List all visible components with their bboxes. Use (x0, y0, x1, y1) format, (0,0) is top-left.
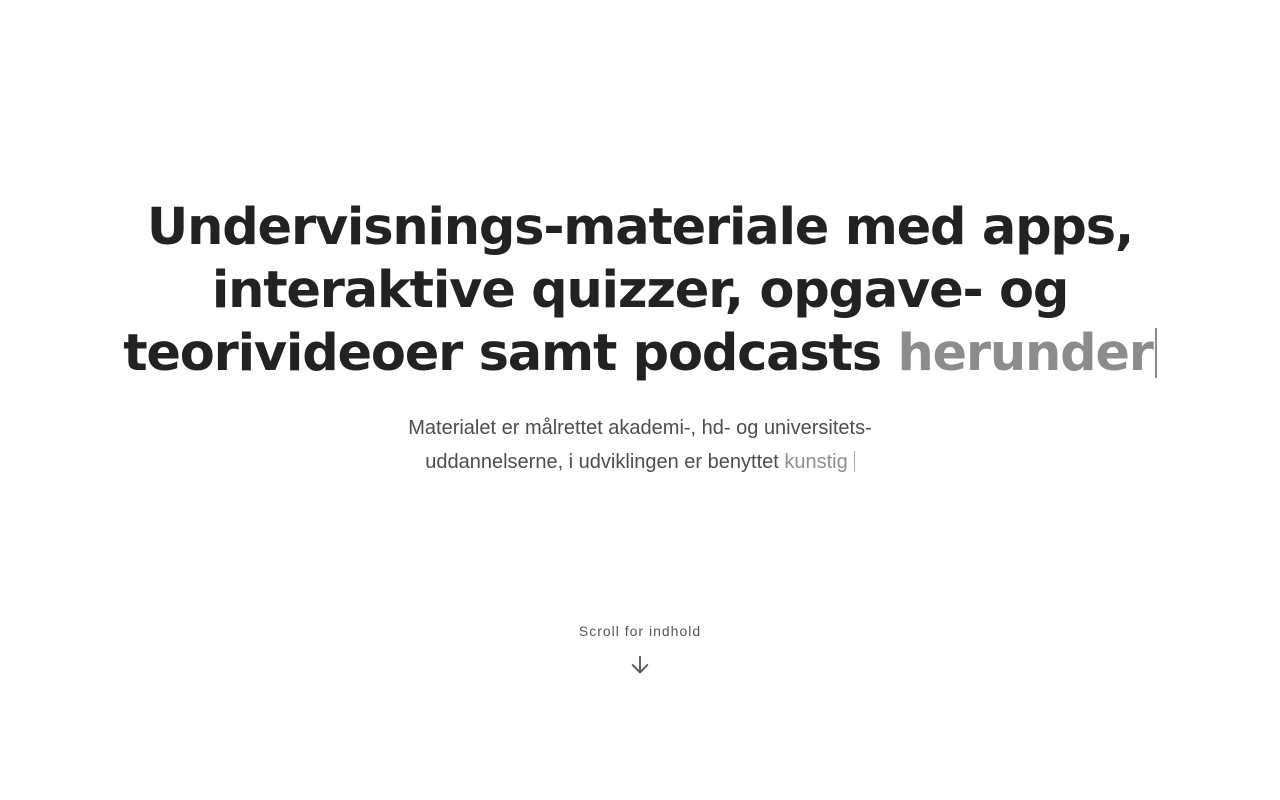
subtitle-typing-cursor (854, 451, 855, 471)
scroll-label: Scroll for indhold (578, 623, 702, 639)
hero-subtitle-text: Materialet er målrettet akademi-, hd- og universitets-uddannelserne, i udviklingen er benyttet (408, 417, 872, 473)
typing-cursor (1155, 328, 1157, 378)
hero-headline-typed-text: herunder (897, 324, 1153, 383)
hero-subtitle-typed-text: kunstig (784, 451, 848, 473)
scroll-hint[interactable] (490, 620, 790, 676)
arrow-down-icon[interactable] (629, 654, 651, 676)
hero-headline (40, 196, 1240, 385)
hero-subtitle (340, 411, 940, 479)
hero-headline-text: Undervisnings-materiale med apps, interaktive quizzer, opgave- og teorivideoer samt podcasts (123, 198, 1134, 383)
